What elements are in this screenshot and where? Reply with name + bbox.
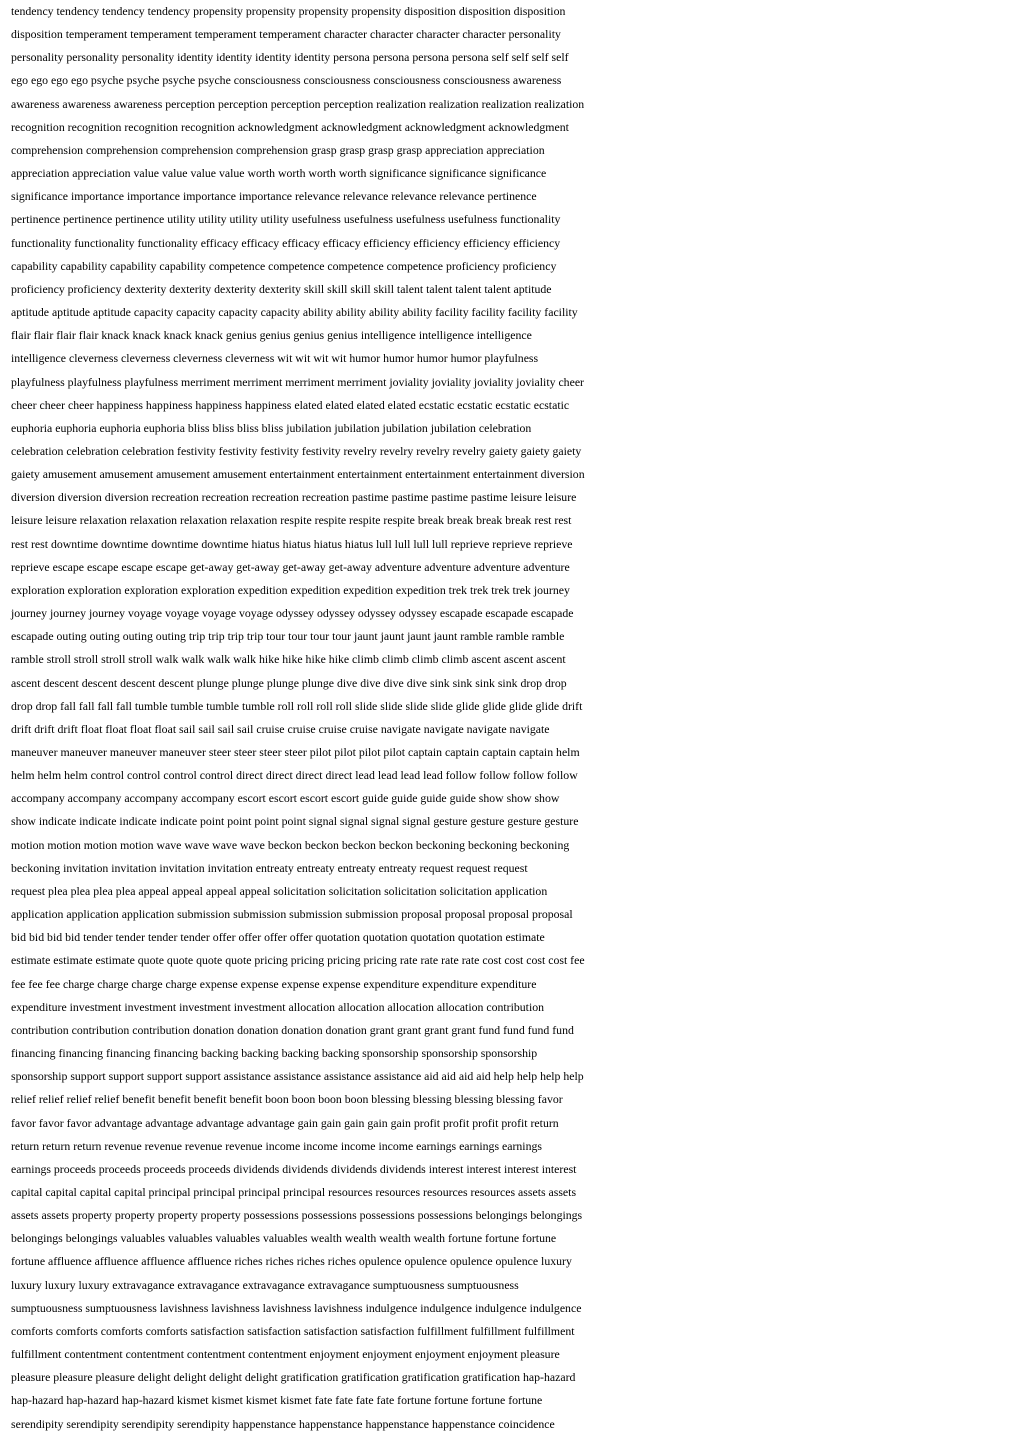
- text-line-53: assets assets property property property property possessions possessions possessions possessions belongings belongings: [11, 1208, 583, 1223]
- text-line-47: sponsorship support support support support assistance assistance assistance assistance aid aid aid aid help help help help: [11, 1069, 584, 1084]
- text-line-48: relief relief relief relief benefit benefit benefit benefit boon boon boon boon blessing blessing blessing blessing favor: [11, 1092, 563, 1107]
- text-line-6: recognition recognition recognition recognition acknowledgment acknowledgment acknowledgment acknowledgment: [11, 119, 569, 134]
- text-line-3: personality personality personality identity identity identity identity persona persona persona persona self self self self: [11, 50, 569, 65]
- text-line-10: pertinence pertinence pertinence utility utility utility utility usefulness usefulness usefulness usefulness functionality: [11, 212, 561, 227]
- text-line-41: bid bid bid bid tender tender tender tender offer offer offer offer quotation quotation quotation quotation estimate: [11, 930, 545, 945]
- text-line-13: proficiency proficiency dexterity dexterity dexterity dexterity skill skill skill skill talent talent talent talent aptitude: [11, 281, 552, 296]
- text-line-61: hap-hazard hap-hazard hap-hazard kismet kismet kismet kismet fate fate fate fate fortune fortune fortune fortune: [11, 1393, 543, 1408]
- text-line-31: drop drop fall fall fall fall tumble tumble tumble tumble roll roll roll roll slide slide slide slide glide glide glide glide drift: [11, 698, 583, 713]
- text-line-46: financing financing financing financing backing backing backing backing sponsorship sponsorship sponsorship: [11, 1046, 538, 1061]
- text-line-58: comforts comforts comforts comforts satisfaction satisfaction satisfaction satisfaction fulfillment fulfillment fulfillment: [11, 1323, 575, 1338]
- text-line-2: disposition temperament temperament temperament temperament character character character character personality: [11, 27, 561, 42]
- text-line-44: expenditure investment investment investment investment allocation allocation allocation allocation contribution: [11, 999, 545, 1014]
- text-line-26: exploration exploration exploration exploration expedition expedition expedition expedition trek trek trek trek journey: [11, 582, 570, 597]
- text-line-12: capability capability capability capability competence competence competence competence proficiency proficiency: [11, 258, 557, 273]
- text-line-20: celebration celebration celebration festivity festivity festivity festivity revelry revelry revelry revelry gaiety gaiety gaiety: [11, 443, 582, 458]
- text-line-45: contribution contribution contribution donation donation donation donation grant grant grant grant fund fund fund fund: [11, 1022, 574, 1037]
- text-line-55: fortune affluence affluence affluence affluence riches riches riches riches opulence opulence opulence opulence luxury: [11, 1254, 572, 1269]
- text-line-22: diversion diversion diversion recreation recreation recreation recreation pastime pastime pastime pastime leisure leisure: [11, 490, 577, 505]
- text-line-50: return return return revenue revenue revenue revenue income income income income earnings earnings earnings: [11, 1138, 542, 1153]
- text-line-34: helm helm helm control control control control direct direct direct direct lead lead lead lead follow follow follow follow: [11, 768, 578, 783]
- text-line-57: sumptuousness sumptuousness lavishness lavishness lavishness lavishness indulgence indulgence indulgence indulgence: [11, 1300, 582, 1315]
- text-line-19: euphoria euphoria euphoria euphoria bliss bliss bliss bliss jubilation jubilation jubilation jubilation celebration: [11, 420, 532, 435]
- text-line-54: belongings belongings valuables valuables valuables valuables wealth wealth wealth wealth fortune fortune fortune: [11, 1231, 557, 1246]
- text-line-1: tendency tendency tendency tendency propensity propensity propensity propensity disposition disposition disposition: [11, 4, 566, 18]
- text-line-59: fulfillment contentment contentment contentment contentment enjoyment enjoyment enjoyment enjoyment pleasure: [11, 1347, 560, 1362]
- text-line-60: pleasure pleasure pleasure delight delight delight delight gratification gratification gratification gratification hap-hazard: [11, 1370, 576, 1385]
- text-line-42: estimate estimate estimate quote quote quote quote pricing pricing pricing pricing rate rate rate rate cost cost cost cost fee: [11, 953, 585, 968]
- text-line-18: cheer cheer cheer happiness happiness happiness happiness elated elated elated elated ecstatic ecstatic ecstatic ecstatic: [11, 397, 570, 412]
- text-line-49: favor favor favor advantage advantage advantage advantage gain gain gain gain gain profit profit profit profit return: [11, 1115, 559, 1130]
- text-line-33: maneuver maneuver maneuver maneuver steer steer steer steer pilot pilot pilot pilot captain captain captain captain helm: [11, 745, 580, 759]
- text-line-38: beckoning invitation invitation invitation invitation entreaty entreaty entreaty entreaty request request request: [11, 860, 528, 875]
- text-line-27: journey journey journey voyage voyage voyage voyage odyssey odyssey odyssey odyssey escapade escapade escapade: [11, 606, 574, 621]
- text-line-4: ego ego ego ego psyche psyche psyche psyche consciousness consciousness consciousness consciousness awareness: [11, 73, 562, 88]
- text-line-29: ramble stroll stroll stroll stroll walk walk walk walk hike hike hike hike climb climb climb climb ascent ascent ascent: [11, 652, 566, 667]
- text-line-56: luxury luxury luxury extravagance extravagance extravagance extravagance sumptuousness sumptuousness: [11, 1277, 519, 1292]
- text-line-62: serendipity serendipity serendipity serendipity happenstance happenstance happenstance happenstance coincidence: [11, 1416, 555, 1431]
- text-line-7: comprehension comprehension comprehension comprehension grasp grasp grasp grasp appreciation appreciation: [11, 142, 545, 157]
- text-line-21: gaiety amusement amusement amusement amusement entertainment entertainment entertainment entertainment diversion: [11, 467, 585, 482]
- text-line-23: leisure leisure relaxation relaxation relaxation relaxation respite respite respite respite break break break break rest rest: [11, 513, 572, 528]
- text-line-35: accompany accompany accompany accompany escort escort escort escort guide guide guide guide show show show: [11, 791, 560, 806]
- text-line-32: drift drift drift float float float float sail sail sail sail cruise cruise cruise cruise navigate navigate navigate navigate: [11, 721, 550, 736]
- text-line-16: intelligence cleverness cleverness cleverness cleverness wit wit wit wit humor humor humor humor playfulness: [11, 351, 539, 366]
- text-line-43: fee fee fee charge charge charge charge expense expense expense expense expenditure expenditure expenditure: [11, 976, 537, 991]
- text-line-51: earnings proceeds proceeds proceeds proceeds dividends dividends dividends dividends interest interest interest interest: [11, 1161, 577, 1176]
- text-line-40: application application application submission submission submission submission proposal proposal proposal proposal: [11, 907, 573, 922]
- text-line-25: reprieve escape escape escape escape get-away get-away get-away get-away adventure adventure adventure adventure: [11, 559, 570, 574]
- text-line-52: capital capital capital capital principal principal principal principal resources resources resources resources assets assets: [11, 1184, 577, 1199]
- text-line-8: appreciation appreciation value value value value worth worth worth worth significance significance significance: [11, 166, 547, 181]
- text-line-5: awareness awareness awareness perception perception perception perception realization realization realization realization: [11, 96, 585, 111]
- text-line-17: playfulness playfulness playfulness merriment merriment merriment merriment joviality joviality joviality joviality cheer: [11, 374, 584, 389]
- text-line-39: request plea plea plea plea appeal appeal appeal appeal solicitation solicitation solicitation solicitation application: [11, 883, 548, 898]
- text-line-14: aptitude aptitude aptitude capacity capacity capacity capacity ability ability ability ability facility facility facility facility: [11, 305, 578, 320]
- text-line-28: escapade outing outing outing outing trip trip trip trip tour tour tour tour jaunt jaunt jaunt jaunt ramble ramble ramble: [11, 629, 565, 644]
- text-line-9: significance importance importance importance importance relevance relevance relevance relevance pertinence: [11, 189, 537, 204]
- text-line-15: flair flair flair flair knack knack knack knack genius genius genius genius intelligence intelligence intelligence: [11, 328, 532, 343]
- text-line-37: motion motion motion motion wave wave wave wave beckon beckon beckon beckon beckoning beckoning beckoning: [11, 837, 570, 852]
- text-line-11: functionality functionality functionality efficacy efficacy efficacy efficacy efficiency efficiency efficiency efficiency: [11, 235, 561, 250]
- text-line-36: show indicate indicate indicate indicate point point point point signal signal signal signal gesture gesture gesture gesture: [11, 814, 579, 829]
- text-line-30: ascent descent descent descent descent plunge plunge plunge plunge dive dive dive dive sink sink sink sink drop drop: [11, 675, 567, 690]
- text-line-24: rest rest downtime downtime downtime downtime hiatus hiatus hiatus hiatus lull lull lull lull reprieve reprieve reprieve: [11, 536, 573, 551]
